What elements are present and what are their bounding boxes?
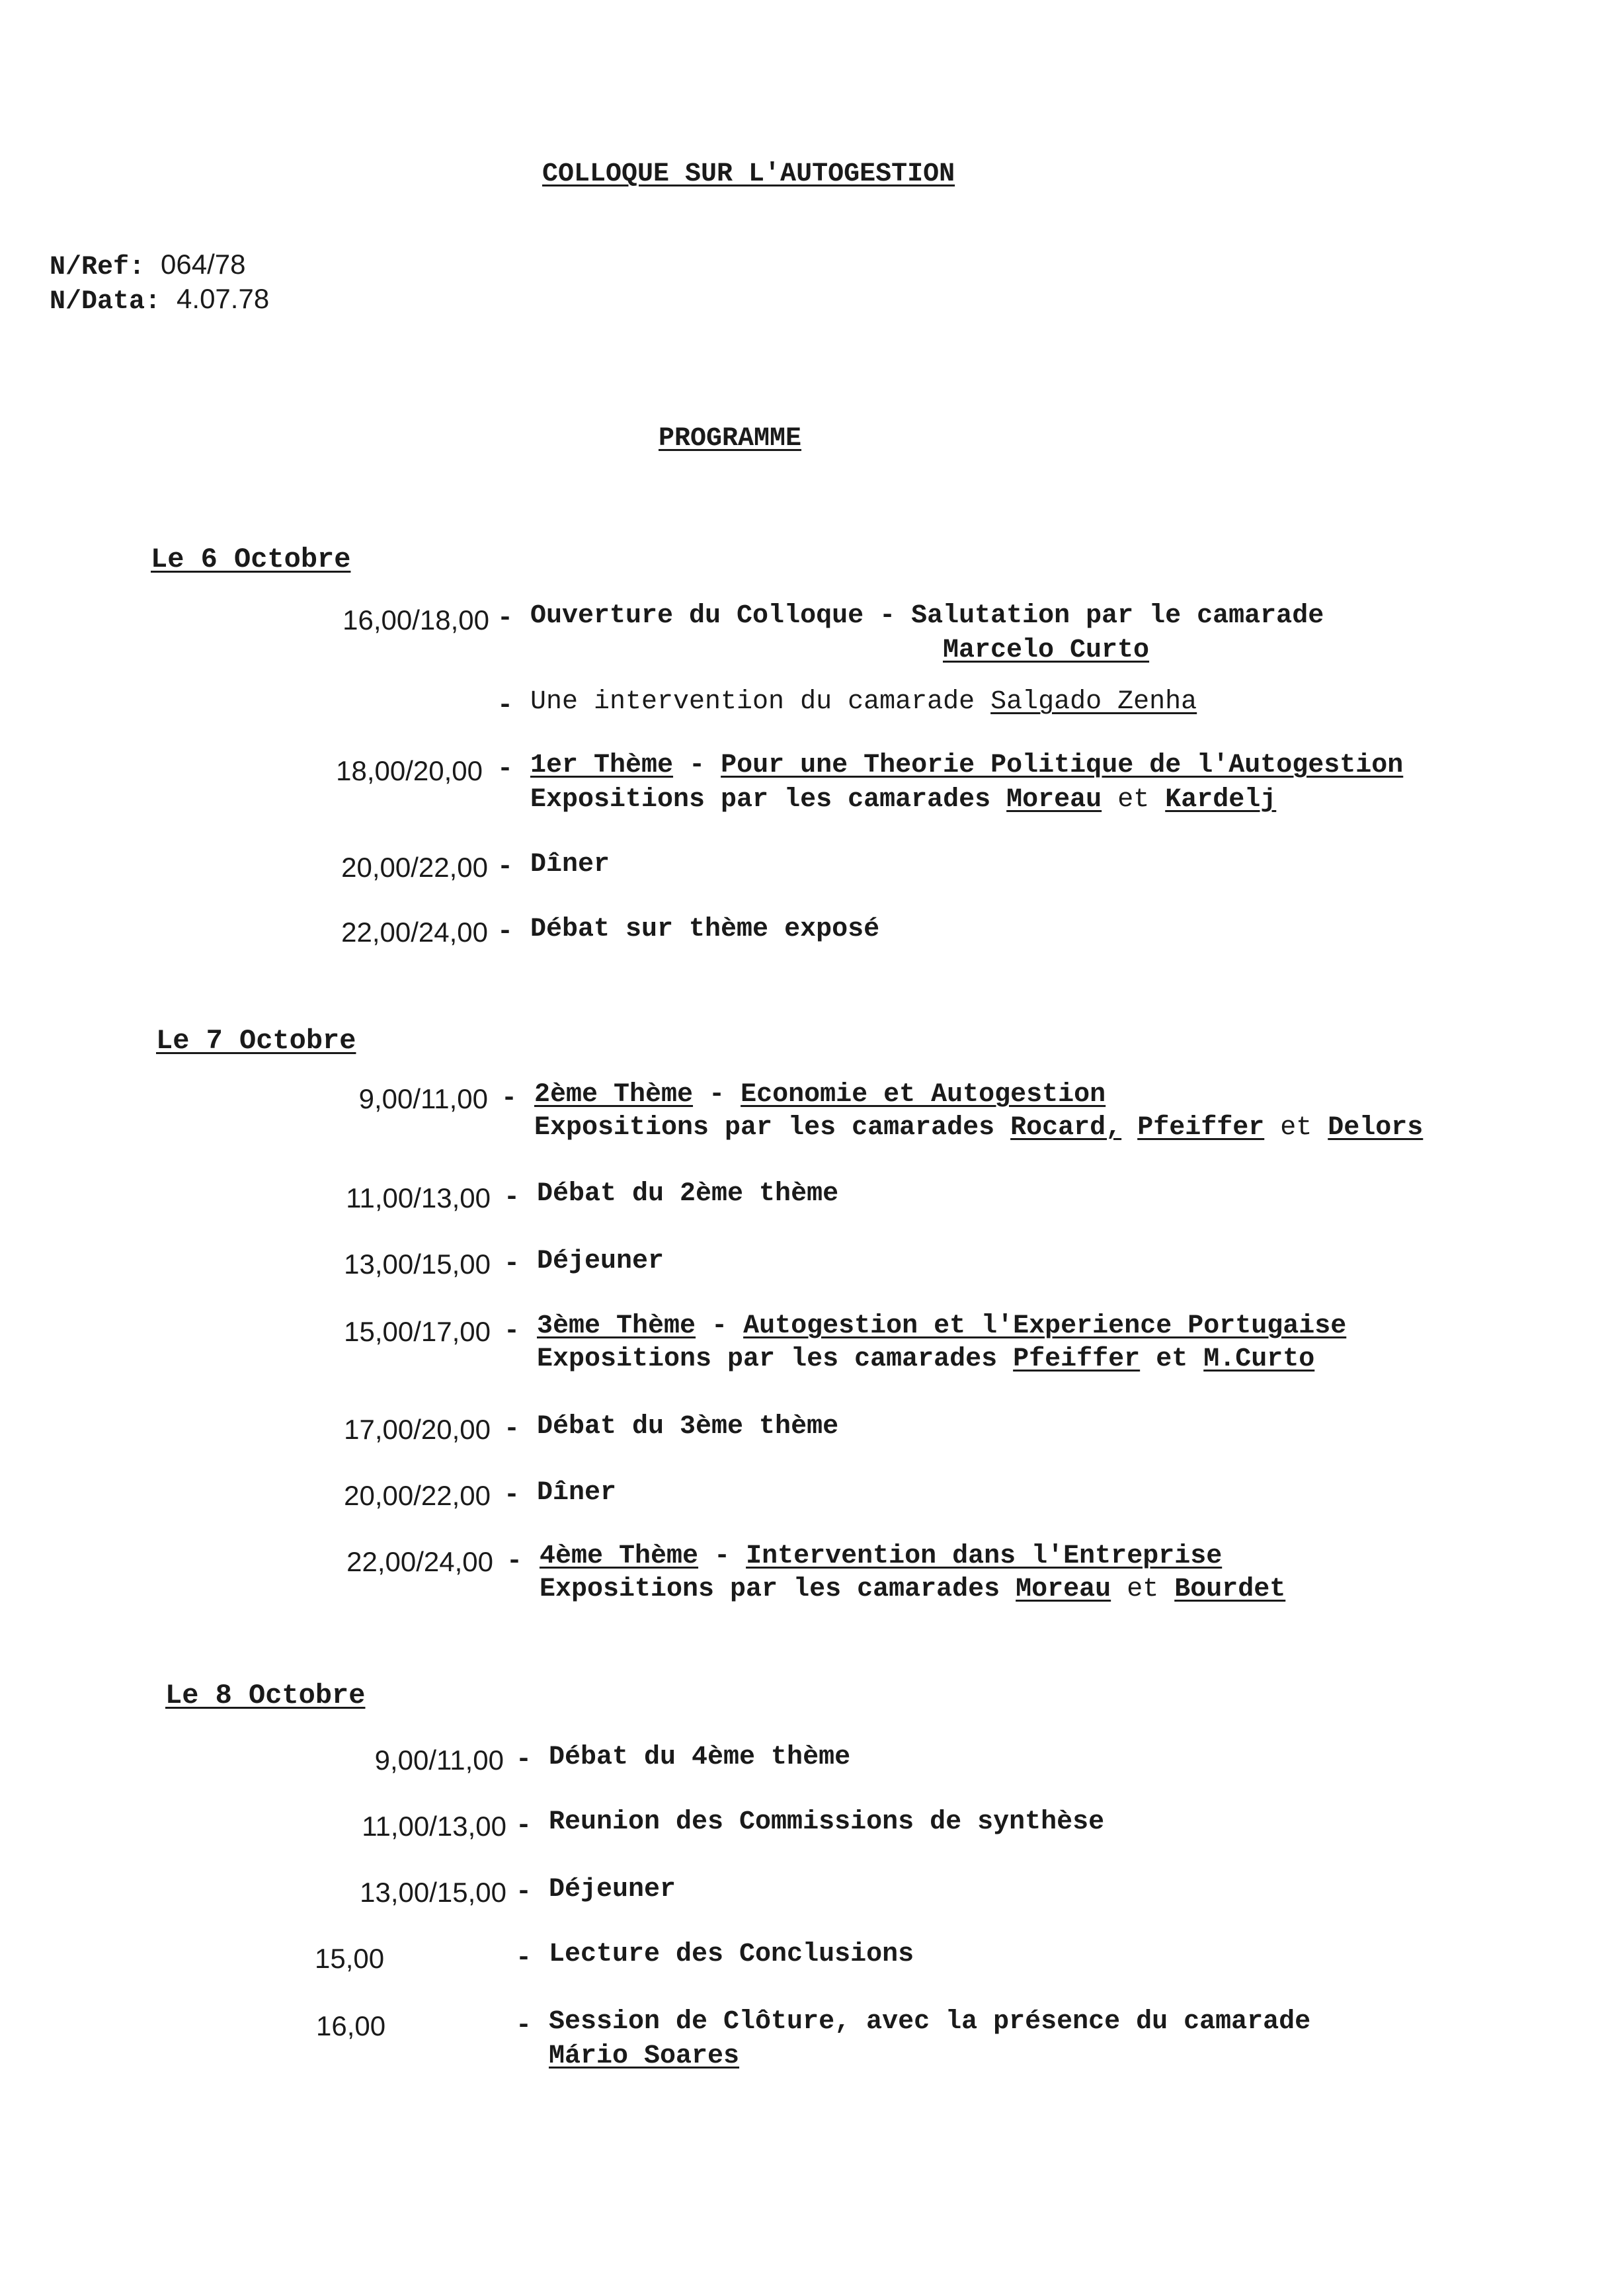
session-text: Dîner (537, 1478, 617, 1508)
theme-line: 1er Thème - Pour une Theorie Politique de l'Autogestion (530, 751, 1404, 780)
dash: - (516, 1877, 532, 1907)
time-slot: 15,00 (315, 1943, 385, 1974)
session-text: Déjeuner (549, 1875, 676, 1905)
theme-line: 3ème Thème - Autogestion et l'Experience Portugaise (537, 1311, 1347, 1341)
time-slot: 11,00/13,00 (362, 1811, 506, 1842)
reference-line (50, 249, 246, 284)
ref-value: 064/78 (161, 249, 246, 280)
expositions-line: Expositions par les camarades Pfeiffer et M.Curto (537, 1344, 1315, 1374)
theme-line: 4ème Thème - Intervention dans l'Entreprise (540, 1541, 1223, 1571)
session-text: Dîner (530, 850, 610, 880)
session-text: Déjeuner (537, 1247, 664, 1276)
dash: - (497, 755, 514, 784)
time-slot: 20,00/22,00 (344, 1480, 491, 1511)
session-text: Débat du 3ème thème (537, 1412, 839, 1442)
time-slot: 15,00/17,00 (344, 1316, 491, 1347)
theme-line: 2ème Thème - Economie et Autogestion (534, 1080, 1106, 1110)
time-slot: 9,00/11,00 (358, 1083, 488, 1114)
date-value: 4.07.78 (177, 283, 270, 314)
session-text: Débat sur thème exposé (530, 915, 880, 944)
dash: - (504, 1183, 520, 1213)
day-heading: Le 6 Octobre (151, 544, 351, 575)
session-text: Lecture des Conclusions (549, 1940, 914, 1969)
time-slot: 16,00/18,00 (342, 604, 489, 636)
session-text: Session de Clôture, avec la présence du camarade (549, 2007, 1311, 2037)
dash: - (497, 691, 514, 721)
session-text: Reunion des Commissions de synthèse (549, 1807, 1105, 1837)
day-heading: Le 7 Octobre (156, 1025, 356, 1057)
dash: - (504, 1249, 520, 1279)
time-slot: 11,00/13,00 (346, 1182, 491, 1213)
dash: - (504, 1481, 520, 1510)
date-line (50, 283, 269, 318)
speaker-name: Mário Soares (549, 2041, 740, 2071)
dash: - (497, 604, 514, 634)
dash: - (497, 852, 514, 882)
dash: - (497, 917, 514, 947)
dash: - (516, 1745, 532, 1775)
time-slot: 13,00/15,00 (344, 1249, 491, 1280)
expositions-line: Expositions par les camarades Moreau et Kardelj (530, 785, 1277, 815)
dash: - (516, 1944, 532, 1973)
time-slot: 22,00/24,00 (346, 1546, 493, 1577)
time-slot: 16,00 (316, 2010, 386, 2041)
expositions-line: Expositions par les camarades Rocard, Pfeiffer et Delors (534, 1113, 1424, 1143)
ref-label: N/Ref: (50, 253, 145, 282)
time-slot: 22,00/24,00 (341, 917, 488, 948)
dash: - (506, 1547, 523, 1577)
time-slot: 18,00/20,00 (336, 755, 483, 786)
dash: - (504, 1317, 520, 1346)
expositions-line: Expositions par les camarades Moreau et Bourdet (540, 1575, 1286, 1604)
dash: - (504, 1414, 520, 1444)
dash: - (501, 1084, 518, 1114)
programme-heading: PROGRAMME (659, 424, 802, 454)
document-title: COLLOQUE SUR L'AUTOGESTION (542, 159, 955, 189)
date-label: N/Data: (50, 287, 161, 317)
speaker-name: Marcelo Curto (943, 636, 1150, 665)
time-slot: 13,00/15,00 (360, 1877, 506, 1908)
time-slot: 17,00/20,00 (344, 1414, 491, 1445)
dash: - (516, 2011, 532, 2041)
session-text: Débat du 2ème thème (537, 1179, 839, 1209)
session-text: Débat du 4ème thème (549, 1742, 851, 1772)
session-text: Une intervention du camarade Salgado Zenha (530, 687, 1197, 717)
time-slot: 9,00/11,00 (374, 1744, 504, 1776)
dash: - (516, 1811, 532, 1841)
day-heading: Le 8 Octobre (165, 1680, 366, 1711)
session-text: Ouverture du Colloque - Salutation par le camarade (530, 601, 1324, 631)
time-slot: 20,00/22,00 (341, 852, 488, 883)
